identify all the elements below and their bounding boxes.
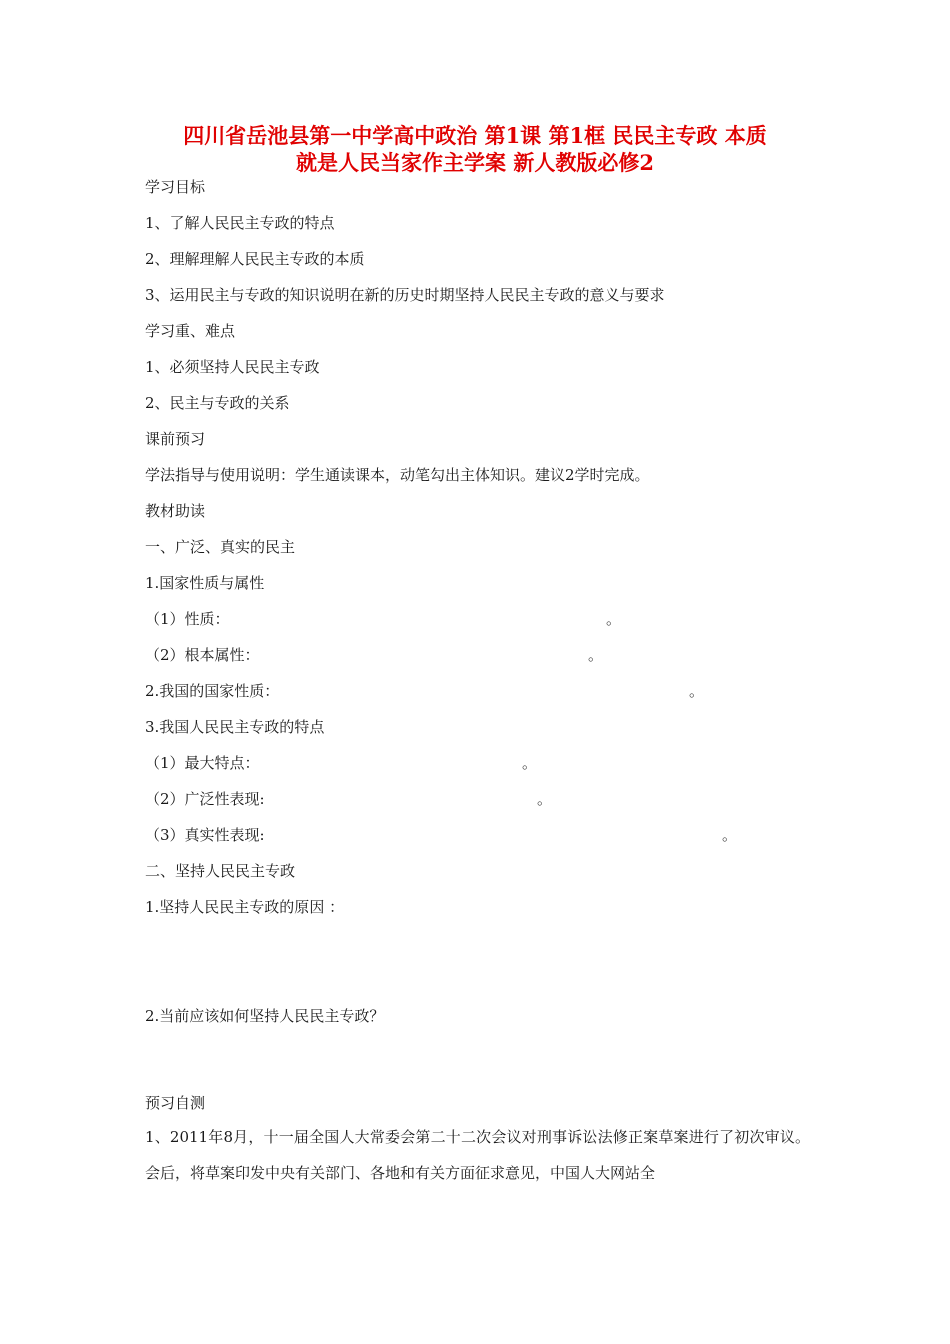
title-line-1: 四川省岳池县第一中学高中政治 第1课 第1框 民民主专政 本质 xyxy=(183,123,767,148)
fill-in-item: （2）根本属性： xyxy=(145,646,260,664)
objective-item: 2、理解理解人民民主专政的本质 xyxy=(145,250,365,268)
fill-in-item: 2.我国的国家性质： xyxy=(145,682,280,700)
item-heading: 3.我国人民民主专政的特点 xyxy=(145,718,325,736)
subsection-heading: 一、广泛、真实的民主 xyxy=(145,538,296,556)
objective-item: 3、运用民主与专政的知识说明在新的历史时期坚持人民民主专政的意义与要求 xyxy=(145,286,665,304)
subsection-heading: 二、坚持人民民主专政 xyxy=(145,862,296,880)
title-line-2: 就是人民当家作主学案 新人教版必修2 xyxy=(296,150,654,175)
fill-in-period: 。 xyxy=(606,610,622,628)
question-item: 2.当前应该如何坚持人民民主专政？ xyxy=(145,1007,385,1025)
fill-in-period: 。 xyxy=(522,754,538,772)
fill-in-period: 。 xyxy=(689,682,705,700)
fill-in-period: 。 xyxy=(722,826,738,844)
study-guide-text: 学法指导与使用说明：学生通读课本，动笔勾出主体知识。建议2学时完成。 xyxy=(145,466,650,484)
section-heading-reading: 教材助读 xyxy=(145,502,206,520)
key-point-item: 1、必须坚持人民民主专政 xyxy=(145,358,320,376)
section-heading-self-test: 预习自测 xyxy=(145,1094,206,1112)
fill-in-period: 。 xyxy=(588,646,604,664)
section-heading-objectives: 学习目标 xyxy=(145,178,206,196)
section-heading-key-points: 学习重、难点 xyxy=(145,322,236,340)
item-heading: 1.国家性质与属性 xyxy=(145,574,265,592)
fill-in-item: （3）真实性表现: xyxy=(145,826,265,844)
fill-in-item: （1）最大特点： xyxy=(145,754,260,772)
self-test-question: 1、2011年8月，十一届全国人大常委会第二十二次会议对刑事诉讼法修正案草案进行了初次审议。会后，将草案印发中央有关部门、各地和有关方面征求意见，中国人大网站全 xyxy=(145,1128,810,1182)
fill-in-item: （1）性质： xyxy=(145,610,230,628)
fill-in-item: （2）广泛性表现: xyxy=(145,790,265,808)
objective-item: 1、了解人民民主专政的特点 xyxy=(145,214,335,232)
question-item: 1.坚持人民民主专政的原因 ： xyxy=(145,898,345,916)
key-point-item: 2、民主与专政的关系 xyxy=(145,394,290,412)
fill-in-period: 。 xyxy=(537,790,553,808)
document-title xyxy=(120,122,830,176)
section-heading-preview: 课前预习 xyxy=(145,430,206,448)
